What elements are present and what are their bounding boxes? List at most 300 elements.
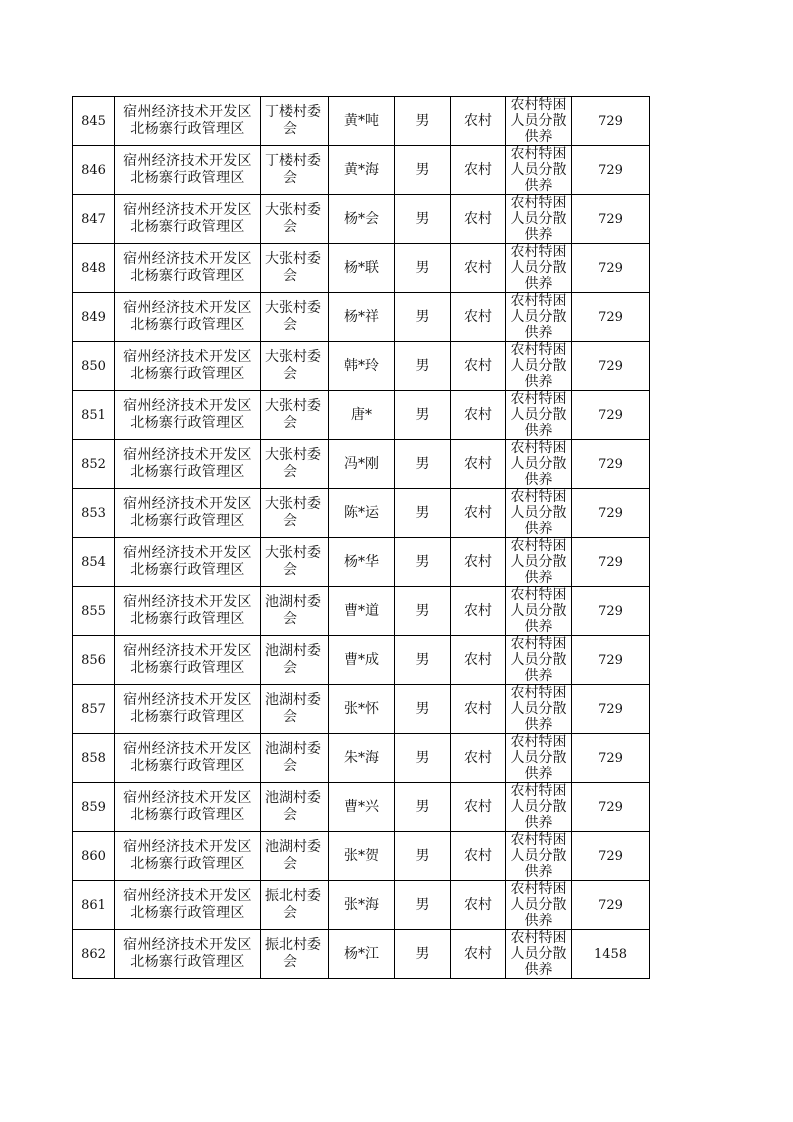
area-cell: 农村 bbox=[451, 734, 506, 783]
category-line-3: 供养 bbox=[524, 766, 553, 782]
category-text bbox=[506, 930, 571, 978]
village-line-2: 会 bbox=[283, 464, 297, 480]
organization-line-1: 宿州经济技术开发区 bbox=[123, 398, 252, 414]
name-cell: 黄*吨 bbox=[329, 97, 395, 146]
area-cell: 农村 bbox=[451, 440, 506, 489]
village-line-2: 会 bbox=[283, 905, 297, 921]
organization-cell bbox=[115, 440, 261, 489]
amount-cell: 729 bbox=[572, 97, 650, 146]
category-text bbox=[506, 97, 571, 145]
table-row bbox=[73, 538, 650, 587]
organization-cell bbox=[115, 685, 261, 734]
category-line-2: 人员分散 bbox=[510, 946, 567, 962]
gender-cell: 男 bbox=[395, 342, 451, 391]
row-number: 854 bbox=[73, 538, 115, 587]
village-line-2: 会 bbox=[283, 170, 297, 186]
category-line-3: 供养 bbox=[524, 815, 553, 831]
area-cell: 农村 bbox=[451, 489, 506, 538]
organization-line-1: 宿州经济技术开发区 bbox=[123, 741, 252, 757]
village-cell bbox=[261, 930, 329, 979]
category-cell bbox=[506, 440, 572, 489]
village-line-2: 会 bbox=[283, 317, 297, 333]
row-number: 860 bbox=[73, 832, 115, 881]
name-cell: 张*海 bbox=[329, 881, 395, 930]
organization-cell bbox=[115, 146, 261, 195]
row-number: 849 bbox=[73, 293, 115, 342]
row-number: 857 bbox=[73, 685, 115, 734]
village-cell bbox=[261, 342, 329, 391]
table-body bbox=[73, 97, 650, 979]
benefit-table bbox=[72, 96, 650, 979]
row-number: 862 bbox=[73, 930, 115, 979]
category-cell bbox=[506, 244, 572, 293]
name-cell: 杨*联 bbox=[329, 244, 395, 293]
village-line-1: 池湖村委 bbox=[265, 790, 321, 806]
category-cell bbox=[506, 881, 572, 930]
area-cell: 农村 bbox=[451, 342, 506, 391]
category-line-3: 供养 bbox=[524, 374, 553, 390]
category-line-1: 农村特困 bbox=[510, 930, 567, 946]
name-cell: 黄*海 bbox=[329, 146, 395, 195]
category-line-3: 供养 bbox=[524, 521, 553, 537]
amount-cell: 729 bbox=[572, 293, 650, 342]
category-line-3: 供养 bbox=[524, 962, 553, 978]
gender-cell: 男 bbox=[395, 587, 451, 636]
category-text bbox=[506, 832, 571, 880]
category-line-1: 农村特困 bbox=[510, 97, 567, 113]
village-line-2: 会 bbox=[283, 611, 297, 627]
area-cell: 农村 bbox=[451, 930, 506, 979]
category-cell bbox=[506, 293, 572, 342]
table-row bbox=[73, 440, 650, 489]
row-number: 861 bbox=[73, 881, 115, 930]
category-text bbox=[506, 734, 571, 782]
area-cell: 农村 bbox=[451, 244, 506, 293]
name-cell: 唐* bbox=[329, 391, 395, 440]
organization-cell bbox=[115, 342, 261, 391]
village-line-1: 池湖村委 bbox=[265, 741, 321, 757]
village-cell bbox=[261, 538, 329, 587]
organization-line-1: 宿州经济技术开发区 bbox=[123, 496, 252, 512]
category-cell bbox=[506, 391, 572, 440]
category-cell bbox=[506, 97, 572, 146]
village-line-1: 池湖村委 bbox=[265, 839, 321, 855]
category-line-2: 人员分散 bbox=[510, 848, 567, 864]
row-number: 851 bbox=[73, 391, 115, 440]
row-number: 847 bbox=[73, 195, 115, 244]
name-cell: 曹*成 bbox=[329, 636, 395, 685]
organization-cell bbox=[115, 930, 261, 979]
category-text bbox=[506, 783, 571, 831]
amount-cell: 729 bbox=[572, 195, 650, 244]
category-line-3: 供养 bbox=[524, 178, 553, 194]
category-cell bbox=[506, 636, 572, 685]
table-row bbox=[73, 881, 650, 930]
table-row bbox=[73, 685, 650, 734]
amount-cell: 729 bbox=[572, 636, 650, 685]
category-cell bbox=[506, 587, 572, 636]
village-cell bbox=[261, 587, 329, 636]
name-cell: 朱*海 bbox=[329, 734, 395, 783]
category-line-2: 人员分散 bbox=[510, 358, 567, 374]
organization-line-1: 宿州经济技术开发区 bbox=[123, 594, 252, 610]
area-cell: 农村 bbox=[451, 293, 506, 342]
gender-cell: 男 bbox=[395, 930, 451, 979]
category-line-2: 人员分散 bbox=[510, 652, 567, 668]
organization-line-2: 北杨寨行政管理区 bbox=[130, 513, 245, 529]
gender-cell: 男 bbox=[395, 489, 451, 538]
gender-cell: 男 bbox=[395, 734, 451, 783]
category-line-1: 农村特困 bbox=[510, 244, 567, 260]
category-text bbox=[506, 636, 571, 684]
organization-line-2: 北杨寨行政管理区 bbox=[130, 415, 245, 431]
table-row bbox=[73, 832, 650, 881]
name-cell: 曹*道 bbox=[329, 587, 395, 636]
table-row bbox=[73, 587, 650, 636]
village-cell bbox=[261, 293, 329, 342]
organization-line-2: 北杨寨行政管理区 bbox=[130, 219, 245, 235]
category-text bbox=[506, 489, 571, 537]
category-text bbox=[506, 244, 571, 292]
category-line-1: 农村特困 bbox=[510, 783, 567, 799]
organization-line-1: 宿州经济技术开发区 bbox=[123, 692, 252, 708]
category-cell bbox=[506, 832, 572, 881]
village-line-1: 丁楼村委 bbox=[265, 104, 321, 120]
village-line-1: 大张村委 bbox=[265, 349, 321, 365]
organization-cell bbox=[115, 538, 261, 587]
area-cell: 农村 bbox=[451, 146, 506, 195]
village-line-1: 振北村委 bbox=[265, 937, 321, 953]
village-cell bbox=[261, 244, 329, 293]
village-line-2: 会 bbox=[283, 268, 297, 284]
village-line-1: 大张村委 bbox=[265, 251, 321, 267]
category-line-2: 人员分散 bbox=[510, 407, 567, 423]
organization-line-1: 宿州经济技术开发区 bbox=[123, 300, 252, 316]
category-text bbox=[506, 538, 571, 586]
gender-cell: 男 bbox=[395, 244, 451, 293]
area-cell: 农村 bbox=[451, 783, 506, 832]
category-cell bbox=[506, 146, 572, 195]
organization-cell bbox=[115, 244, 261, 293]
village-cell bbox=[261, 832, 329, 881]
name-cell: 曹*兴 bbox=[329, 783, 395, 832]
amount-cell: 729 bbox=[572, 440, 650, 489]
village-cell bbox=[261, 146, 329, 195]
row-number: 848 bbox=[73, 244, 115, 293]
category-line-1: 农村特困 bbox=[510, 685, 567, 701]
area-cell: 农村 bbox=[451, 636, 506, 685]
row-number: 855 bbox=[73, 587, 115, 636]
area-cell: 农村 bbox=[451, 587, 506, 636]
table-row bbox=[73, 636, 650, 685]
amount-cell: 729 bbox=[572, 587, 650, 636]
category-line-2: 人员分散 bbox=[510, 260, 567, 276]
category-line-2: 人员分散 bbox=[510, 162, 567, 178]
category-line-2: 人员分散 bbox=[510, 701, 567, 717]
table-row bbox=[73, 783, 650, 832]
table-row bbox=[73, 489, 650, 538]
organization-cell bbox=[115, 97, 261, 146]
name-cell: 杨*华 bbox=[329, 538, 395, 587]
row-number: 846 bbox=[73, 146, 115, 195]
village-line-2: 会 bbox=[283, 513, 297, 529]
category-line-2: 人员分散 bbox=[510, 505, 567, 521]
village-line-2: 会 bbox=[283, 562, 297, 578]
organization-line-2: 北杨寨行政管理区 bbox=[130, 464, 245, 480]
organization-cell bbox=[115, 293, 261, 342]
table-row bbox=[73, 97, 650, 146]
category-line-1: 农村特困 bbox=[510, 293, 567, 309]
category-line-1: 农村特困 bbox=[510, 195, 567, 211]
category-line-3: 供养 bbox=[524, 129, 553, 145]
organization-line-2: 北杨寨行政管理区 bbox=[130, 366, 245, 382]
row-number: 845 bbox=[73, 97, 115, 146]
organization-line-1: 宿州经济技术开发区 bbox=[123, 937, 252, 953]
name-cell: 杨*江 bbox=[329, 930, 395, 979]
area-cell: 农村 bbox=[451, 97, 506, 146]
amount-cell: 729 bbox=[572, 832, 650, 881]
gender-cell: 男 bbox=[395, 832, 451, 881]
organization-line-1: 宿州经济技术开发区 bbox=[123, 888, 252, 904]
row-number: 858 bbox=[73, 734, 115, 783]
village-line-2: 会 bbox=[283, 219, 297, 235]
village-cell bbox=[261, 489, 329, 538]
village-line-1: 池湖村委 bbox=[265, 643, 321, 659]
village-line-1: 振北村委 bbox=[265, 888, 321, 904]
village-line-2: 会 bbox=[283, 660, 297, 676]
category-text bbox=[506, 440, 571, 488]
organization-line-1: 宿州经济技术开发区 bbox=[123, 545, 252, 561]
amount-cell: 1458 bbox=[572, 930, 650, 979]
amount-cell: 729 bbox=[572, 783, 650, 832]
village-line-2: 会 bbox=[283, 807, 297, 823]
organization-line-1: 宿州经济技术开发区 bbox=[123, 104, 252, 120]
name-cell: 韩*玲 bbox=[329, 342, 395, 391]
table-row bbox=[73, 342, 650, 391]
village-line-2: 会 bbox=[283, 856, 297, 872]
village-line-2: 会 bbox=[283, 954, 297, 970]
category-line-3: 供养 bbox=[524, 276, 553, 292]
category-line-1: 农村特困 bbox=[510, 391, 567, 407]
organization-line-1: 宿州经济技术开发区 bbox=[123, 202, 252, 218]
category-line-1: 农村特困 bbox=[510, 342, 567, 358]
row-number: 850 bbox=[73, 342, 115, 391]
organization-line-2: 北杨寨行政管理区 bbox=[130, 709, 245, 725]
category-line-2: 人员分散 bbox=[510, 554, 567, 570]
category-line-3: 供养 bbox=[524, 570, 553, 586]
organization-line-2: 北杨寨行政管理区 bbox=[130, 170, 245, 186]
organization-cell bbox=[115, 489, 261, 538]
amount-cell: 729 bbox=[572, 881, 650, 930]
area-cell: 农村 bbox=[451, 538, 506, 587]
area-cell: 农村 bbox=[451, 685, 506, 734]
category-cell bbox=[506, 783, 572, 832]
village-cell bbox=[261, 97, 329, 146]
organization-cell bbox=[115, 587, 261, 636]
table-row bbox=[73, 146, 650, 195]
category-cell bbox=[506, 930, 572, 979]
village-cell bbox=[261, 195, 329, 244]
organization-line-1: 宿州经济技术开发区 bbox=[123, 839, 252, 855]
name-cell: 张*贺 bbox=[329, 832, 395, 881]
organization-line-2: 北杨寨行政管理区 bbox=[130, 807, 245, 823]
category-cell bbox=[506, 342, 572, 391]
organization-line-1: 宿州经济技术开发区 bbox=[123, 643, 252, 659]
organization-cell bbox=[115, 391, 261, 440]
gender-cell: 男 bbox=[395, 293, 451, 342]
gender-cell: 男 bbox=[395, 146, 451, 195]
category-text bbox=[506, 587, 571, 635]
category-cell bbox=[506, 685, 572, 734]
category-text bbox=[506, 342, 571, 390]
category-line-1: 农村特困 bbox=[510, 440, 567, 456]
organization-line-1: 宿州经济技术开发区 bbox=[123, 790, 252, 806]
category-line-3: 供养 bbox=[524, 325, 553, 341]
organization-line-2: 北杨寨行政管理区 bbox=[130, 856, 245, 872]
category-line-3: 供养 bbox=[524, 423, 553, 439]
area-cell: 农村 bbox=[451, 832, 506, 881]
row-number: 852 bbox=[73, 440, 115, 489]
category-line-1: 农村特困 bbox=[510, 636, 567, 652]
organization-line-2: 北杨寨行政管理区 bbox=[130, 758, 245, 774]
organization-cell bbox=[115, 734, 261, 783]
area-cell: 农村 bbox=[451, 391, 506, 440]
gender-cell: 男 bbox=[395, 440, 451, 489]
village-line-2: 会 bbox=[283, 415, 297, 431]
gender-cell: 男 bbox=[395, 538, 451, 587]
village-line-1: 大张村委 bbox=[265, 496, 321, 512]
village-line-1: 池湖村委 bbox=[265, 594, 321, 610]
table-row bbox=[73, 195, 650, 244]
category-line-1: 农村特困 bbox=[510, 538, 567, 554]
table-row bbox=[73, 293, 650, 342]
organization-line-1: 宿州经济技术开发区 bbox=[123, 153, 252, 169]
category-line-2: 人员分散 bbox=[510, 799, 567, 815]
village-line-2: 会 bbox=[283, 758, 297, 774]
category-line-2: 人员分散 bbox=[510, 603, 567, 619]
village-line-1: 池湖村委 bbox=[265, 692, 321, 708]
row-number: 853 bbox=[73, 489, 115, 538]
amount-cell: 729 bbox=[572, 734, 650, 783]
organization-line-2: 北杨寨行政管理区 bbox=[130, 268, 245, 284]
organization-cell bbox=[115, 783, 261, 832]
village-cell bbox=[261, 391, 329, 440]
organization-line-2: 北杨寨行政管理区 bbox=[130, 954, 245, 970]
gender-cell: 男 bbox=[395, 685, 451, 734]
gender-cell: 男 bbox=[395, 783, 451, 832]
category-line-1: 农村特困 bbox=[510, 489, 567, 505]
organization-line-1: 宿州经济技术开发区 bbox=[123, 251, 252, 267]
row-number: 859 bbox=[73, 783, 115, 832]
amount-cell: 729 bbox=[572, 244, 650, 293]
organization-cell bbox=[115, 832, 261, 881]
village-line-2: 会 bbox=[283, 709, 297, 725]
organization-line-2: 北杨寨行政管理区 bbox=[130, 611, 245, 627]
amount-cell: 729 bbox=[572, 489, 650, 538]
village-cell bbox=[261, 783, 329, 832]
category-line-1: 农村特困 bbox=[510, 146, 567, 162]
category-line-2: 人员分散 bbox=[510, 211, 567, 227]
gender-cell: 男 bbox=[395, 195, 451, 244]
category-cell bbox=[506, 489, 572, 538]
area-cell: 农村 bbox=[451, 195, 506, 244]
organization-cell bbox=[115, 881, 261, 930]
category-line-3: 供养 bbox=[524, 619, 553, 635]
village-cell bbox=[261, 734, 329, 783]
category-line-1: 农村特困 bbox=[510, 734, 567, 750]
name-cell: 张*怀 bbox=[329, 685, 395, 734]
village-line-1: 大张村委 bbox=[265, 398, 321, 414]
organization-line-2: 北杨寨行政管理区 bbox=[130, 660, 245, 676]
organization-line-2: 北杨寨行政管理区 bbox=[130, 562, 245, 578]
amount-cell: 729 bbox=[572, 342, 650, 391]
category-text bbox=[506, 195, 571, 243]
village-line-1: 大张村委 bbox=[265, 202, 321, 218]
category-text bbox=[506, 146, 571, 194]
organization-line-1: 宿州经济技术开发区 bbox=[123, 447, 252, 463]
gender-cell: 男 bbox=[395, 97, 451, 146]
village-line-2: 会 bbox=[283, 121, 297, 137]
category-line-2: 人员分散 bbox=[510, 750, 567, 766]
category-line-2: 人员分散 bbox=[510, 456, 567, 472]
table-row bbox=[73, 734, 650, 783]
amount-cell: 729 bbox=[572, 538, 650, 587]
category-text bbox=[506, 293, 571, 341]
category-text bbox=[506, 685, 571, 733]
table-row bbox=[73, 930, 650, 979]
category-text bbox=[506, 391, 571, 439]
area-cell: 农村 bbox=[451, 881, 506, 930]
village-line-1: 丁楼村委 bbox=[265, 153, 321, 169]
table-row bbox=[73, 391, 650, 440]
category-text bbox=[506, 881, 571, 929]
organization-cell bbox=[115, 636, 261, 685]
category-cell bbox=[506, 195, 572, 244]
amount-cell: 729 bbox=[572, 146, 650, 195]
amount-cell: 729 bbox=[572, 391, 650, 440]
organization-line-1: 宿州经济技术开发区 bbox=[123, 349, 252, 365]
table-row bbox=[73, 244, 650, 293]
category-line-2: 人员分散 bbox=[510, 897, 567, 913]
name-cell: 冯*刚 bbox=[329, 440, 395, 489]
document-sheet bbox=[72, 96, 650, 979]
category-line-3: 供养 bbox=[524, 864, 553, 880]
category-line-3: 供养 bbox=[524, 227, 553, 243]
name-cell: 杨*会 bbox=[329, 195, 395, 244]
category-cell bbox=[506, 734, 572, 783]
gender-cell: 男 bbox=[395, 391, 451, 440]
organization-cell bbox=[115, 195, 261, 244]
category-line-2: 人员分散 bbox=[510, 113, 567, 129]
category-line-3: 供养 bbox=[524, 668, 553, 684]
village-cell bbox=[261, 685, 329, 734]
gender-cell: 男 bbox=[395, 636, 451, 685]
organization-line-2: 北杨寨行政管理区 bbox=[130, 905, 245, 921]
organization-line-2: 北杨寨行政管理区 bbox=[130, 317, 245, 333]
village-line-1: 大张村委 bbox=[265, 447, 321, 463]
village-line-2: 会 bbox=[283, 366, 297, 382]
gender-cell: 男 bbox=[395, 881, 451, 930]
category-line-3: 供养 bbox=[524, 472, 553, 488]
name-cell: 陈*运 bbox=[329, 489, 395, 538]
category-line-1: 农村特困 bbox=[510, 881, 567, 897]
village-line-1: 大张村委 bbox=[265, 545, 321, 561]
category-line-1: 农村特困 bbox=[510, 587, 567, 603]
category-line-3: 供养 bbox=[524, 913, 553, 929]
category-line-2: 人员分散 bbox=[510, 309, 567, 325]
village-cell bbox=[261, 440, 329, 489]
category-line-3: 供养 bbox=[524, 717, 553, 733]
